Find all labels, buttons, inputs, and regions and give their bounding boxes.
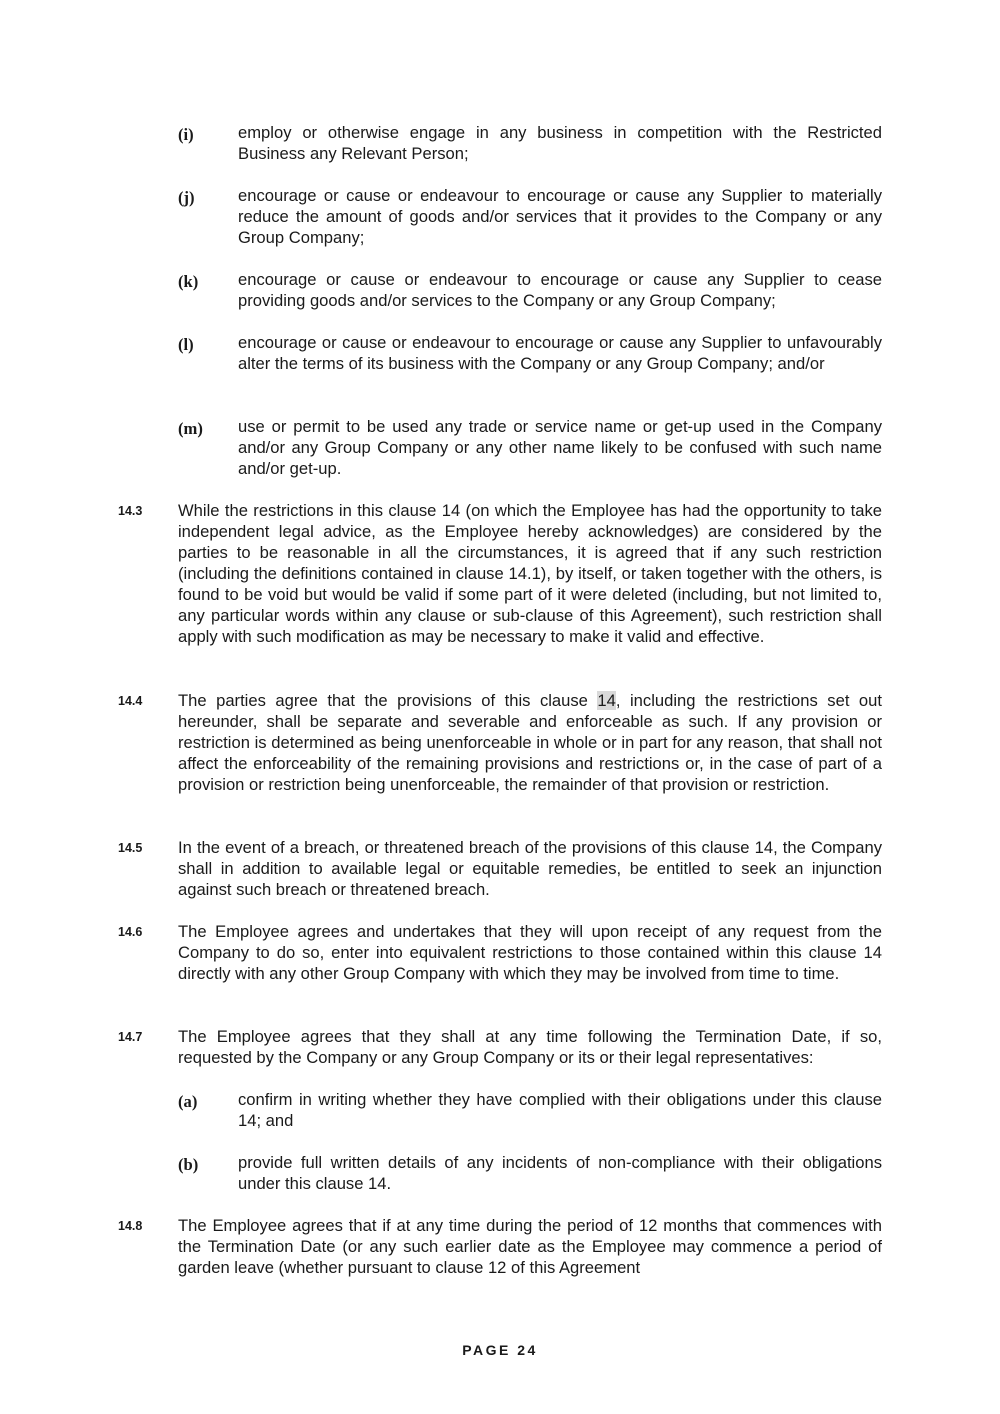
clause-text: The Employee agrees that if at any time during the period of 12 months that commences with the Termination Date (or any such earlier date as the Employee may commence a period of garden leave (whether pursuant to clause 12 of this Agreement [178,1216,882,1277]
subclause-j [178,185,882,248]
clause-text [178,690,882,795]
clause-text: In the event of a breach, or threatened breach of the provisions of this clause 14, the Company shall in addition to available legal or equitable remedies, be entitled to seek an injunction against such breach or threatened breach. [178,838,882,899]
clause-text: The Employee agrees and undertakes that they will upon receipt of any request from the Company to do so, enter into equivalent restrictions to those contained within this clause 14 directly with any other Group Company with which they may be involved from time to time. [178,922,882,983]
subclause-text: encourage or cause or endeavour to encourage or cause any Supplier to materially reduce the amount of goods and/or services that it provides to the Company or any Group Company; [238,186,882,247]
subclause-m [178,416,882,479]
subclause-number: (k) [178,272,199,291]
clause-number: 14.6 [118,925,143,939]
subclause-number: (j) [178,188,195,207]
subclause-number: (l) [178,335,194,354]
subclause-text: encourage or cause or endeavour to encourage or cause any Supplier to unfavourably alter the terms of its business with the Company or any Group Company; and/or [238,333,882,373]
subclause-number: (i) [178,125,194,144]
subclause-text: encourage or cause or endeavour to encourage or cause any Supplier to cease providing goods and/or services to the Company or any Group Company; [238,270,882,310]
clause-14-5 [118,837,882,900]
highlighted-reference: 14 [597,691,616,710]
subclause-number: (a) [178,1092,198,1111]
subclause-i [178,122,882,164]
subclause-b [178,1152,882,1194]
subclause-text: confirm in writing whether they have complied with their obligations under this clause 14; and [238,1090,882,1130]
clause-14-4 [118,690,882,795]
clause-14-8 [118,1215,882,1278]
clause-14-7 [118,1026,882,1068]
subclause-text: provide full written details of any incidents of non-compliance with their obligations under this clause 14. [238,1153,882,1193]
clause-number: 14.8 [118,1219,143,1233]
subclause-l [178,332,882,374]
clause-14-6 [118,921,882,984]
clause-number: 14.4 [118,694,143,708]
subclause-text: use or permit to be used any trade or service name or get-up used in the Company and/or any Group Company or any other name likely to be confused with such name and/or get-up. [238,417,882,478]
subclause-number: (b) [178,1155,199,1174]
clause-text-after: , including the restrictions set out hereunder, shall be separate and severable and enforceable as such. If any provision or restriction is determined as being unenforceable in whole or in part for any reason, that shall not affect the enforceability of the remaining provisions and restrictions or, in the case of part of a provision or restriction being unenforceable, the remainder of that provision or restriction. [178,691,882,794]
page-number: PAGE 24 [462,1342,538,1358]
subclause-number: (m) [178,419,203,438]
clause-14-3 [118,500,882,647]
clause-text: The Employee agrees that they shall at any time following the Termination Date, if so, requested by the Company or any Group Company or its or their legal representatives: [178,1027,882,1067]
subclause-a [178,1089,882,1131]
subclause-k [178,269,882,311]
clause-number: 14.7 [118,1030,143,1044]
subclause-text: employ or otherwise engage in any business in competition with the Restricted Business any Relevant Person; [238,123,882,163]
clause-text-before: The parties agree that the provisions of this clause [178,691,598,710]
clause-number: 14.3 [118,504,143,518]
clause-text: While the restrictions in this clause 14 (on which the Employee has had the opportunity to take independent legal advice, as the Employee hereby acknowledges) are considered by the parties to be reasonable in all the circumstances, it is agreed that if any such restriction (including the definitions contained in clause 14.1), by itself, or taken together with the others, is found to be void but would be valid if some part of it were deleted (including, but not limited to, any particular words within any clause or sub-clause of this Agreement), such restriction shall apply with such modification as may be necessary to make it valid and effective. [178,501,882,646]
clause-number: 14.5 [118,841,143,855]
